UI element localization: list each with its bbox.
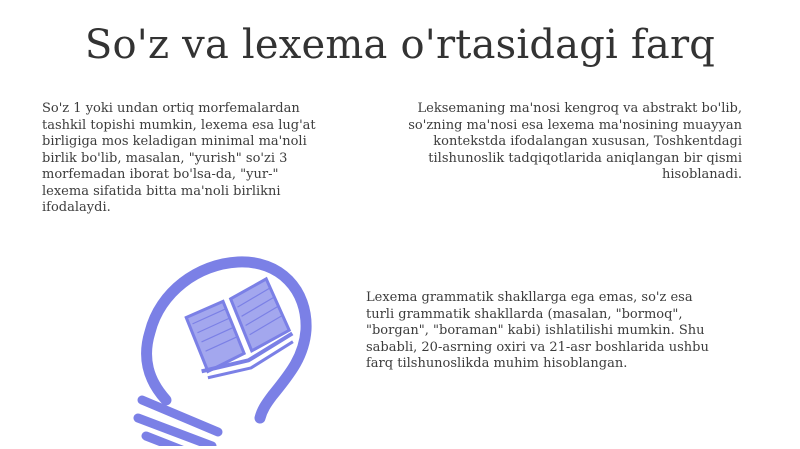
- book-icon: [181, 276, 299, 382]
- paragraph-lexeme-meaning: Leksemaning ma'nosi kengroq va abstrakt bo'lib, so'zning ma'nosi esa lexema ma'nosining muayyan kontekstda ifodalangan xususan, Toshkentdagi tilshunoslik tadqiqotlarida aniqlangan bir qismi hisoblanadi.: [408, 101, 742, 182]
- lightbulb-with-book-icon: [120, 250, 320, 446]
- paragraph-word-vs-lexeme-morphemes: So'z 1 yoki undan ortiq morfemalardan tashkil topishi mumkin, lexema esa lug'at birligiga mos keladigan minimal ma'noli birlik bo'lib, masalan, "yurish" so'zi 3 morfemadan iborat bo'lsa-da, "yur-" lexema sifatida bitta ma'noli birlikni ifodalaydi.: [42, 101, 316, 215]
- paragraph-grammatical-forms: Lexema grammatik shakllarga ega emas, so'z esa turli grammatik shakllarda (masalan, "bormoq", "borgan", "boraman" kabi) ishlatilishi mumkin. Shu sababli, 20-asrning oxiri va 21-asr boshlarida ushbu farq tilshunoslikda muhim hisoblangan.: [366, 290, 709, 371]
- slide-title: So'z va lexema o'rtasidagi farq: [84, 22, 716, 68]
